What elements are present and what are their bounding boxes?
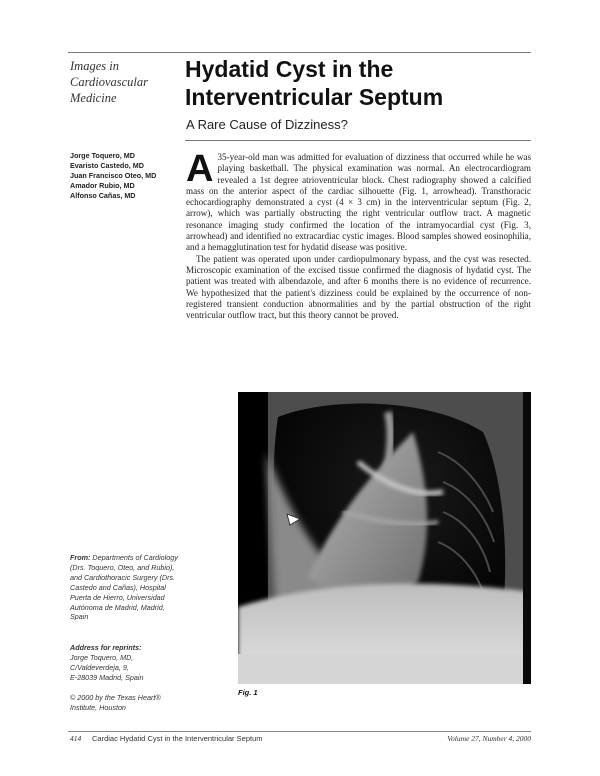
author-name: Juan Francisco Oteo, MD xyxy=(70,171,157,180)
page-number: 414 xyxy=(70,734,82,743)
affiliation-heading: From: xyxy=(70,553,91,562)
copyright-notice: © 2000 by the Texas Heart® Institute, Houston xyxy=(70,693,161,712)
figure-label: Fig. 1 xyxy=(238,688,258,697)
paragraph-1 xyxy=(186,148,531,254)
section-label-line: Images in xyxy=(70,59,119,73)
article-title xyxy=(185,55,535,111)
author-name: Alfonso Cañas, MD xyxy=(70,191,136,200)
article-subtitle: A Rare Cause of Dizziness? xyxy=(186,117,348,132)
reprint-heading: Address for reprints: xyxy=(70,643,142,652)
volume-info: Volume 27, Number 4, 2000 xyxy=(447,734,531,743)
page-footer xyxy=(70,734,531,746)
author-name: Amador Rubio, MD xyxy=(70,181,135,190)
affiliation-note xyxy=(70,553,182,622)
article-body xyxy=(186,148,531,321)
author-name: Evaristo Castedo, MD xyxy=(70,161,144,170)
drop-cap: A xyxy=(186,148,214,190)
title-rule xyxy=(185,140,531,141)
reprint-address xyxy=(70,643,182,683)
author-name: Jorge Toquero, MD xyxy=(70,151,135,160)
affiliation-text: Departments of Cardiology (Drs. Toquero, Oteo, and Rubio), and Cardiothoracic Surgery (Drs. Castedo and Cañas), Hospital Puerta de Hierro, Universidad Autónoma de Madrid, Madrid, Spain xyxy=(70,553,178,622)
chest-xray-image xyxy=(238,392,531,684)
running-title: Cardiac Hydatid Cyst in the Interventricular Septum xyxy=(92,734,263,743)
title-line: Hydatid Cyst in the xyxy=(185,56,394,82)
xray-graphic xyxy=(238,392,531,684)
section-label-line: Medicine xyxy=(70,91,117,105)
paragraph-2: The patient was operated upon under cardiopulmonary bypass, and the cyst was resected. Microscopic examination of the excised tissue confirmed the diagnosis of hydatid cyst. The patient was treated with albendazole, and after 6 months there is no evidence of recurrence. We hypothesized that the patient's dizziness could be explained by the occurrence of non-registered transient conduction abnormalities and by the partial obstruction of the right ventricular outflow tract, but this theory cannot be proved. xyxy=(186,253,531,321)
author-list xyxy=(70,151,182,201)
title-line: Interventricular Septum xyxy=(185,84,444,110)
section-label-line: Cardiovascular xyxy=(70,75,149,89)
address-line: Jorge Toquero, MD, xyxy=(70,652,134,662)
footer-rule xyxy=(68,731,531,732)
top-rule xyxy=(68,52,531,53)
section-label xyxy=(70,58,180,106)
address-line: E-28039 Madrid, Spain xyxy=(70,672,144,682)
address-line: C/Valdeverdeja, 9, xyxy=(70,662,129,672)
paragraph-1-text: 35-year-old man was admitted for evaluation of dizziness that occurred while he was playing basketball. The physical examination was normal. An electrocardiogram revealed a 1st degree atrioventricular block. Chest radiography showed a calcified mass on the anterior aspect of the cardiac silhouette (Fig. 1, arrowhead). Transthoracic echocardiography demonstrated a cyst (4 × 3 cm) in the interventricular septum (Fig. 2, arrow), which was partially obstructing the right ventricular outflow tract. A magnetic resonance imaging study confirmed the location of the intramyocardial cyst (Fig. 3, arrowhead) and identified no extracardiac cystic images. Blood samples showed eosinophilia, and a hemagglutination test for hydatid disease was positive. xyxy=(186,152,531,253)
